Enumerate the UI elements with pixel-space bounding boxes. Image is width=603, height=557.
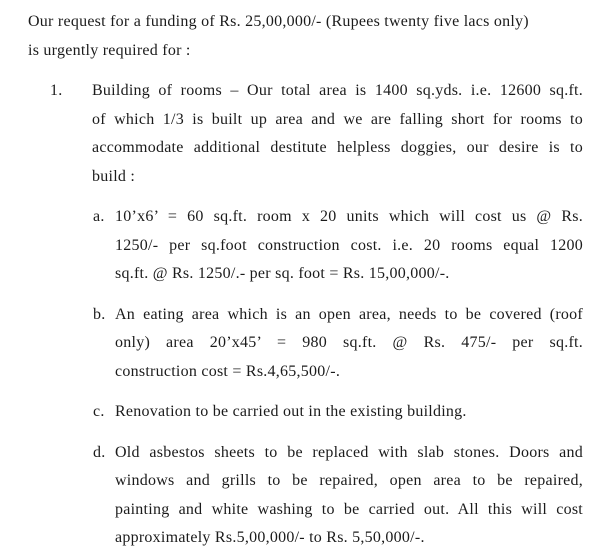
text-line: Renovation to be carried out in the existing building. [115, 403, 467, 420]
item-letter-label: a. [93, 208, 105, 225]
text-line: 10’x6’ = 60 sq.ft. room x 20 units which will cost us @ Rs. [115, 208, 583, 225]
text-line: Building of rooms – Our total area is 1400 sq.yds. i.e. 12600 sq.ft. [92, 82, 583, 99]
item-b-text [115, 301, 583, 387]
lettered-item-c [93, 398, 583, 427]
text-line: of which 1/3 is built up area and we are falling short for rooms to [92, 110, 583, 128]
intro-paragraph [28, 8, 583, 65]
item-1-text [92, 77, 583, 191]
text-line: sq.ft. @ Rs. 1250/.- per sq. foot = Rs. 15,00,000/-. [115, 265, 450, 282]
item-letter-label: b. [93, 305, 106, 323]
text-line: painting and white washing to be carried out. All this will cost [115, 500, 583, 518]
text-line: approximately Rs.5,00,000/- to Rs. 5,50,000/-. [115, 529, 425, 546]
item-number-label: 1. [50, 82, 63, 99]
item-a-text [115, 203, 583, 289]
lettered-item-a [93, 203, 583, 289]
text-line: accommodate additional destitute helpless doggies, our desire is to [92, 139, 583, 156]
text-line: 1250/- per sq.foot construction cost. i.e. 20 rooms equal 1200 [115, 236, 583, 254]
text-line: Old asbestos sheets to be replaced with slab stones. Doors and [115, 443, 583, 461]
text-line: construction cost = Rs.4,65,500/-. [115, 362, 341, 380]
text-line: build : [92, 167, 136, 185]
item-letter-label: d. [93, 443, 106, 461]
lettered-item-b [93, 301, 583, 387]
text-line: windows and grills to be repaired, open area to be repaired, [115, 472, 583, 489]
numbered-item-1 [50, 77, 583, 191]
text-line: Our request for a funding of Rs. 25,00,000/- (Rupees twenty five lacs only) [28, 13, 529, 30]
item-d-text [115, 439, 583, 553]
lettered-item-d [93, 439, 583, 553]
item-letter-label: c. [93, 403, 105, 420]
text-line: only) area 20’x45’ = 980 sq.ft. @ Rs. 475/- per sq.ft. [115, 334, 583, 351]
text-line: is urgently required for : [28, 41, 191, 59]
item-c-text [115, 398, 583, 427]
text-line: An eating area which is an open area, needs to be covered (roof [115, 305, 583, 323]
